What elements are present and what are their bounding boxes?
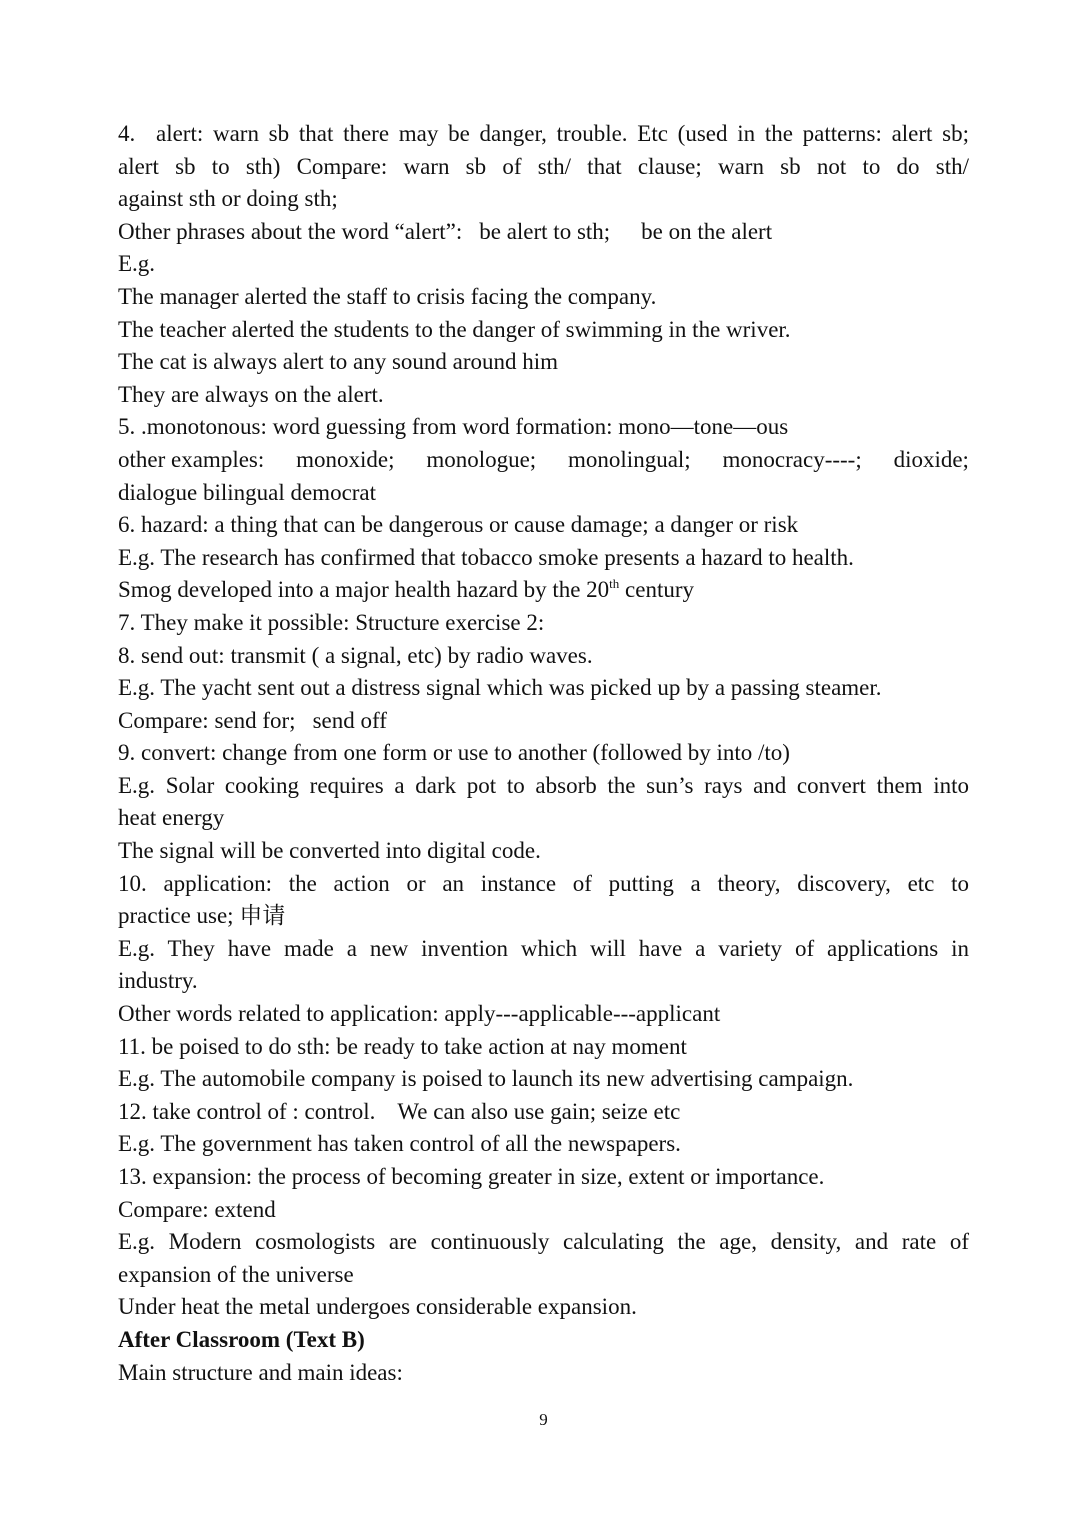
item-8-compare-1: Compare: send for; bbox=[118, 707, 296, 733]
item-5-example-2: monologue; bbox=[426, 446, 537, 472]
item-4-line-2: alert sb to sth) Compare: warn sb of sth/ that clause; warn sb not to do sth/ bbox=[118, 153, 969, 179]
item-5-example-3: monolingual; bbox=[568, 446, 691, 472]
item-12-title-1: 12. take control of : control. bbox=[118, 1098, 376, 1124]
item-5-example-5: dioxide; bbox=[893, 446, 969, 472]
item-11-example: E.g. The automobile company is poised to launch its new advertising campaign. bbox=[118, 1066, 854, 1092]
item-4-number: 4. bbox=[118, 121, 136, 146]
item-4 bbox=[118, 118, 969, 216]
item-8-compare-2: send off bbox=[312, 707, 387, 733]
item-9-example-1-cont: heat energy bbox=[118, 805, 225, 831]
item-13-title: 13. expansion: the process of becoming greater in size, extent or importance. bbox=[118, 1164, 825, 1189]
item-8-title: 8. send out: transmit ( a signal, etc) by radio waves. bbox=[118, 642, 593, 668]
item-12-title bbox=[118, 1096, 969, 1129]
item-6-smog-text: Smog developed into a major health hazard by the 20 bbox=[118, 577, 610, 603]
item-13-example-1: E.g. Modern cosmologists are continuously calculating the age, density, and rate of bbox=[118, 1229, 969, 1255]
page-number: 9 bbox=[539, 1410, 548, 1429]
item-7-title: 7. They make it possible: Structure exercise 2: bbox=[118, 609, 545, 635]
item-4-example-3: The cat is always alert to any sound around him bbox=[118, 349, 559, 375]
item-13-example-1-cont: expansion of the universe bbox=[118, 1261, 354, 1287]
item-4-line-1: alert: warn sb that there may be danger, trouble. Etc (used in the patterns: alert sb; bbox=[156, 121, 969, 146]
section-heading: After Classroom (Text B) bbox=[118, 1326, 365, 1352]
section-subheading: Main structure and main ideas: bbox=[118, 1359, 403, 1385]
item-6-smog-end: century bbox=[619, 577, 695, 603]
item-6-title: 6. hazard: a thing that can be dangerous or cause damage; a danger or risk bbox=[118, 512, 799, 538]
item-4-phrase-2: be on the alert bbox=[641, 218, 773, 244]
item-4-phrases bbox=[118, 216, 969, 249]
item-4-example-2: The teacher alerted the students to the danger of swimming in the wriver. bbox=[118, 316, 791, 342]
item-5-example-1: monoxide; bbox=[296, 446, 395, 472]
item-4-example-4: They are always on the alert. bbox=[118, 381, 384, 407]
item-13-example-2: Under heat the metal undergoes considerable expansion. bbox=[118, 1294, 637, 1320]
item-6-example-1: E.g. The research has confirmed that tobacco smoke presents a hazard to health. bbox=[118, 544, 854, 570]
item-6-superscript: th bbox=[609, 576, 620, 592]
item-9-title: 9. convert: change from one form or use to another (followed by into /to) bbox=[118, 740, 790, 766]
item-10-example-1: E.g. They have made a new invention which will have a variety of applications in bbox=[118, 935, 969, 961]
item-4-eg-label: E.g. bbox=[118, 251, 156, 277]
item-6-example-2 bbox=[118, 574, 969, 607]
item-9-example-2: The signal will be converted into digital code. bbox=[118, 838, 541, 864]
item-10-line-1: 10. application: the action or an instance of putting a theory, discovery, etc to bbox=[118, 870, 969, 896]
item-5-line-2: dialogue bilingual democrat bbox=[118, 479, 377, 505]
item-5-title: 5. .monotonous: word guessing from word formation: mono—tone—ous bbox=[118, 414, 789, 440]
item-8-compare bbox=[118, 705, 969, 738]
item-12-example: E.g. The government has taken control of all the newspapers. bbox=[118, 1131, 681, 1157]
document-body bbox=[118, 118, 969, 1389]
item-11-title: 11. be poised to do sth: be ready to take action at nay moment bbox=[118, 1033, 687, 1059]
item-4-example-1: The manager alerted the staff to crisis facing the company. bbox=[118, 283, 657, 309]
item-5-example-4: monocracy----; bbox=[722, 446, 862, 472]
item-4-line-3: against sth or doing sth; bbox=[118, 186, 338, 212]
item-9-example-1: E.g. Solar cooking requires a dark pot to absorb the sun’s rays and convert them into bbox=[118, 772, 969, 798]
item-8-example: E.g. The yacht sent out a distress signal which was picked up by a passing steamer. bbox=[118, 675, 882, 701]
item-5-examples bbox=[118, 444, 969, 477]
item-5-examples-label: other examples: bbox=[118, 446, 265, 472]
item-10-related: Other words related to application: apply---applicable---applicant bbox=[118, 1001, 721, 1027]
item-4-phrases-intro: Other phrases about the word “alert”: bbox=[118, 218, 463, 244]
item-4-phrase-1: be alert to sth; bbox=[479, 218, 611, 244]
item-10-line-2: practice use; 申请 bbox=[118, 903, 286, 929]
item-10-example-1-cont: industry. bbox=[118, 968, 198, 994]
item-13-compare: Compare: extend bbox=[118, 1196, 276, 1222]
item-12-title-2: We can also use gain; seize etc bbox=[397, 1098, 681, 1124]
